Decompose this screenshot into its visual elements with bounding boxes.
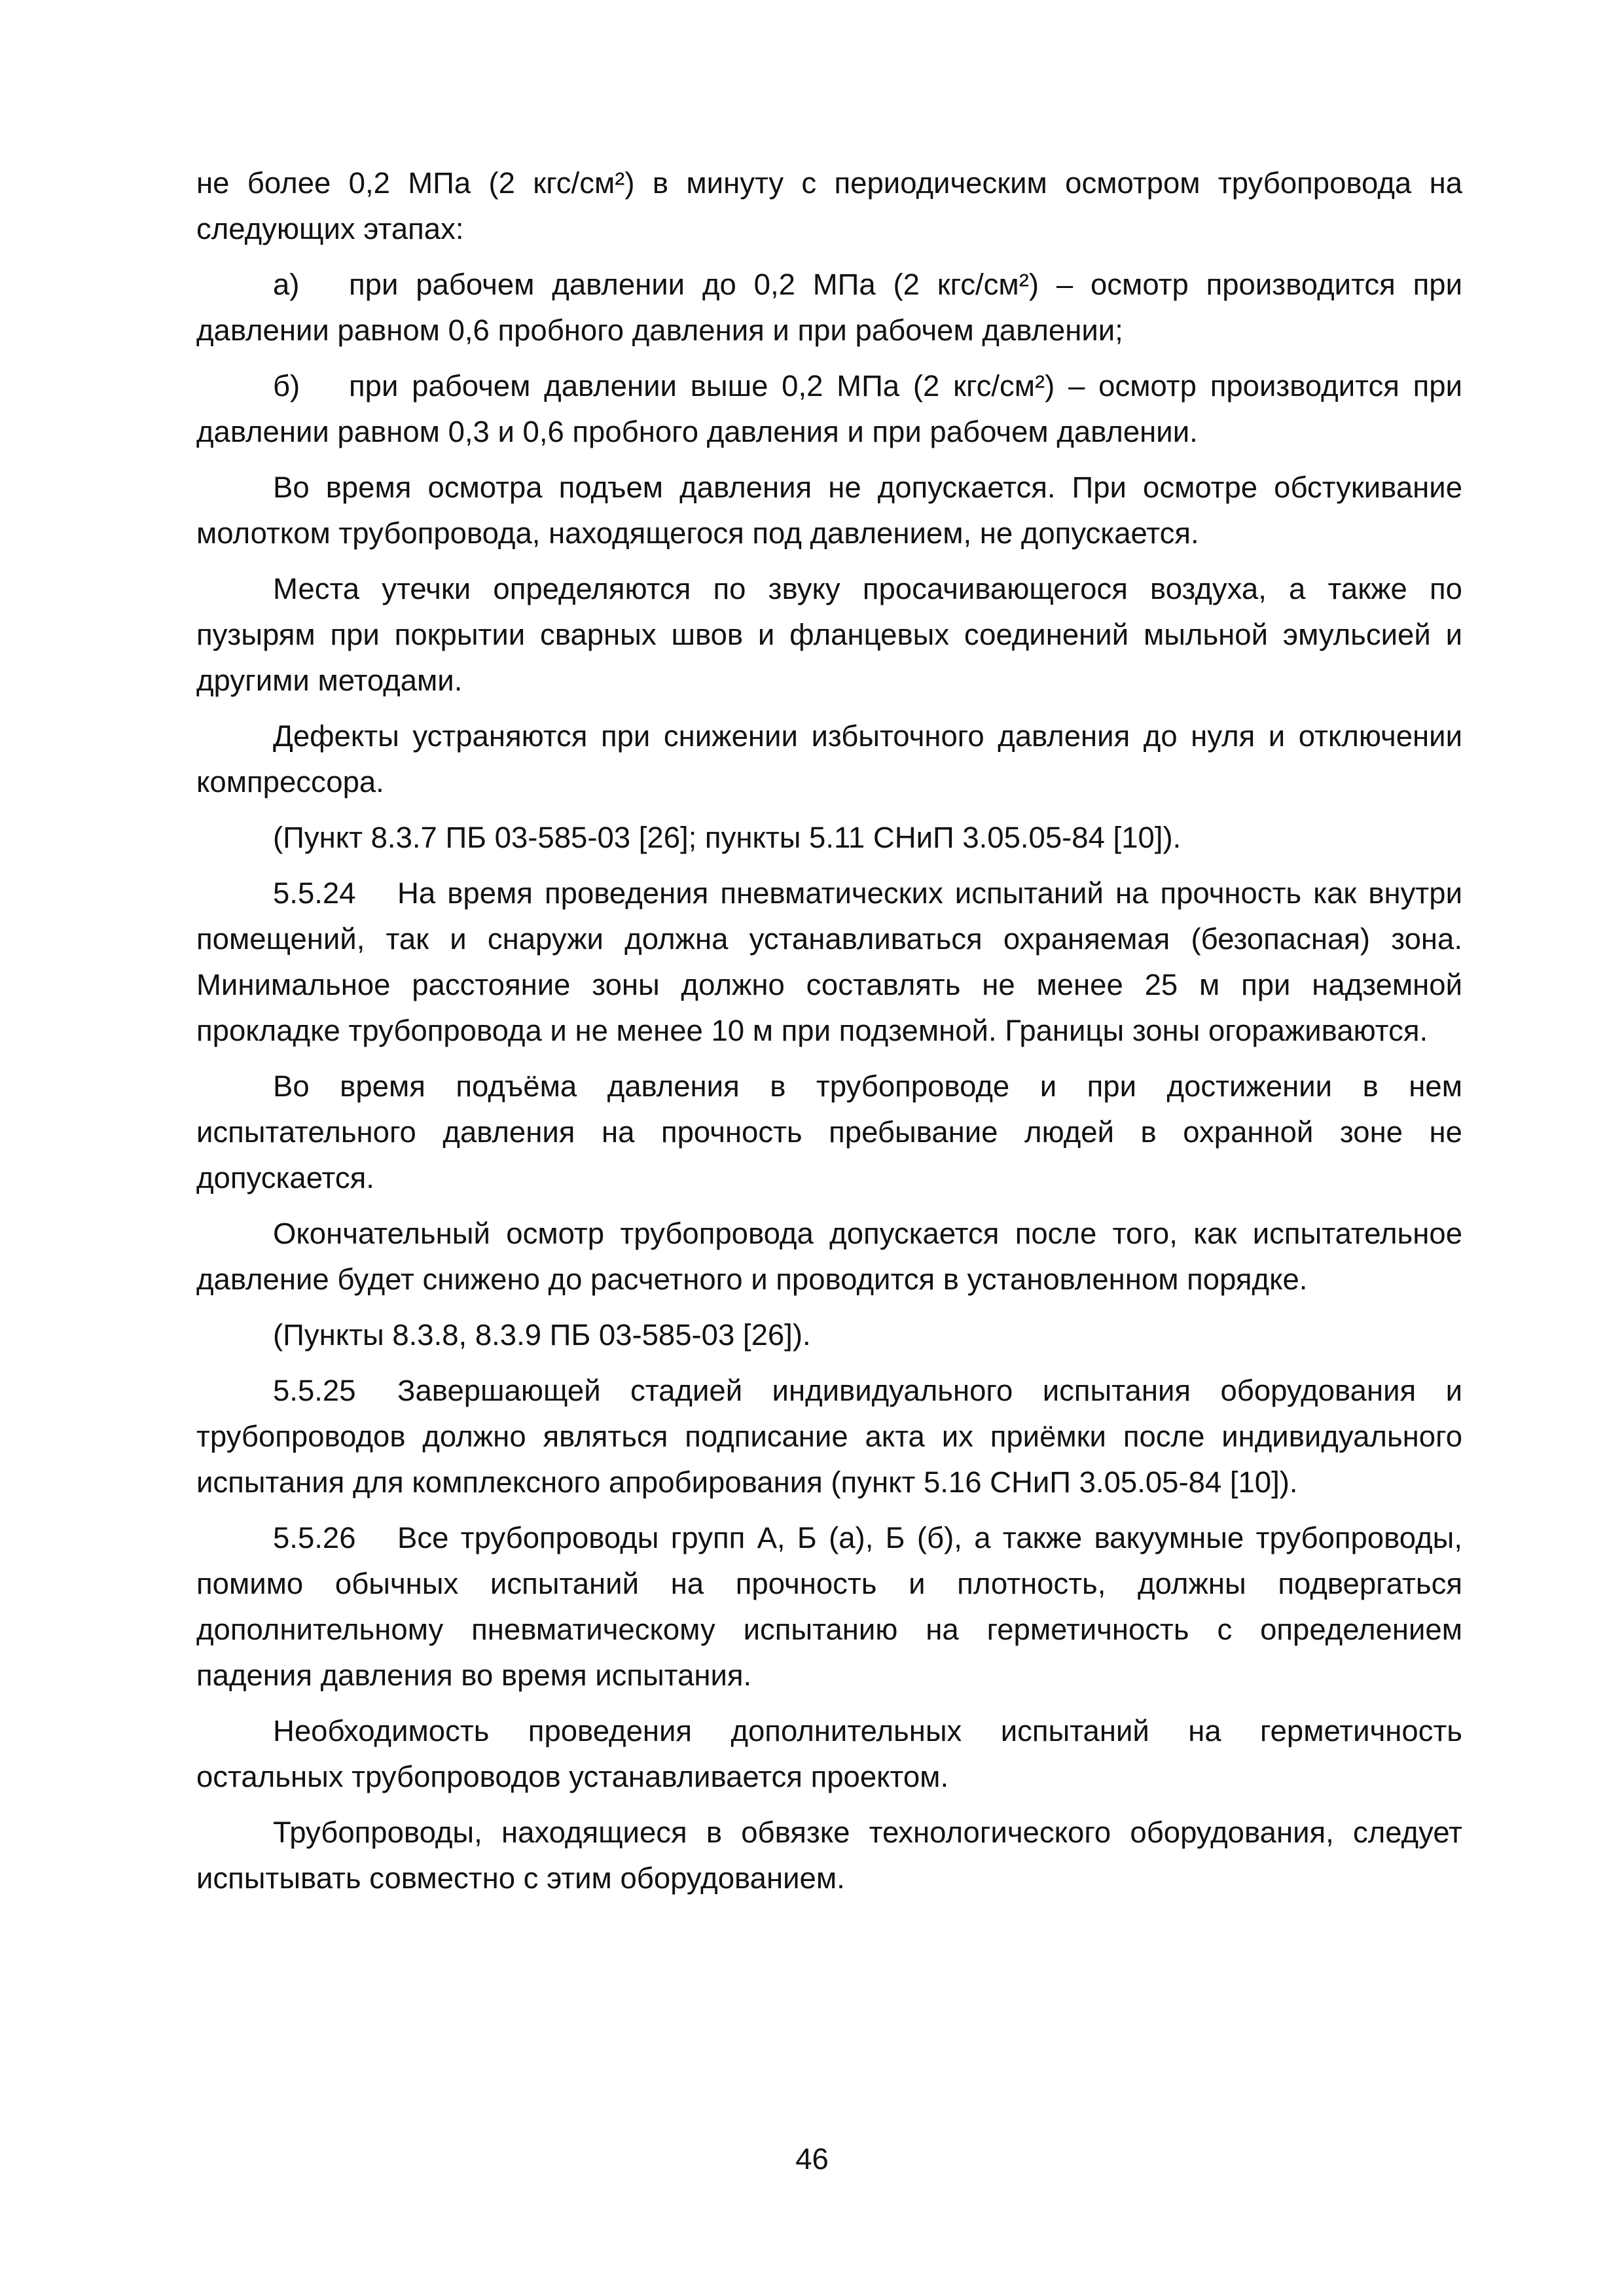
paragraph-continuation	[196, 160, 1462, 252]
page-body	[196, 160, 1462, 1911]
list-item-label: б)	[273, 369, 300, 403]
reference-paragraph	[196, 1312, 1462, 1358]
list-item-a	[196, 262, 1462, 353]
paragraph	[196, 1064, 1462, 1201]
paragraph	[196, 566, 1462, 704]
section-number: 5.5.26	[273, 1521, 356, 1554]
paragraph-text: Дефекты устраняются при снижении избыточного давления до нуля и отключении компрессора.	[196, 719, 1462, 798]
paragraph	[196, 1211, 1462, 1302]
paragraph-text: (Пункты 8.3.8, 8.3.9 ПБ 03-585-03 [26]).	[273, 1318, 811, 1352]
paragraph	[196, 465, 1462, 556]
paragraph	[196, 1708, 1462, 1800]
paragraph-text: На время проведения пневматических испытаний на прочность как внутри помещений, так и снаружи должна устанавливаться охраняемая (безопасная) зона. Минимальное расстояние зоны должно составлять не менее 25 м при надземной прокладке трубопровода и не менее 10 м при подземной. Границы зоны огораживаются.	[196, 876, 1462, 1047]
section-5-5-25	[196, 1368, 1462, 1505]
paragraph-text: Все трубопроводы групп А, Б (а), Б (б), а также вакуумные трубопроводы, помимо обычных испытаний на прочность и плотность, должны подвергаться дополнительному пневматическому испытанию на герметичность с определением падения давления во время испытания.	[196, 1521, 1462, 1692]
list-item-text: при рабочем давлении выше 0,2 МПа (2 кгс/см²) – осмотр производится при давлении равном 0,3 и 0,6 пробного давления и при рабочем давлении.	[196, 369, 1462, 448]
section-5-5-24	[196, 870, 1462, 1054]
section-number: 5.5.25	[273, 1374, 356, 1407]
page-number: 46	[795, 2142, 829, 2176]
paragraph-text: Места утечки определяются по звуку просачивающегося воздуха, а также по пузырям при покрытии сварных швов и фланцевых соединений мыльной эмульсией и другими методами.	[196, 572, 1462, 697]
paragraph	[196, 1810, 1462, 1901]
paragraph-text: не более 0,2 МПа (2 кгс/см²) в минуту с периодическим осмотром трубопровода на следующих этапах:	[196, 166, 1462, 245]
list-item-label: а)	[273, 268, 300, 301]
section-5-5-26	[196, 1515, 1462, 1698]
paragraph-text: Необходимость проведения дополнительных испытаний на герметичность остальных трубопроводов устанавливается проектом.	[196, 1714, 1462, 1793]
reference-paragraph	[196, 815, 1462, 861]
paragraph-text: Во время осмотра подъем давления не допускается. При осмотре обстукивание молотком трубопровода, находящегося под давлением, не допускается.	[196, 471, 1462, 550]
paragraph-text: Окончательный осмотр трубопровода допускается после того, как испытательное давление будет снижено до расчетного и проводится в установленном порядке.	[196, 1217, 1462, 1296]
paragraph-text: Во время подъёма давления в трубопроводе и при достижении в нем испытательного давления на прочность пребывание людей в охранной зоне не допускается.	[196, 1069, 1462, 1194]
paragraph-text: Трубопроводы, находящиеся в обвязке технологического оборудования, следует испытывать совместно с этим оборудованием.	[196, 1816, 1462, 1895]
list-item-text: при рабочем давлении до 0,2 МПа (2 кгс/см²) – осмотр производится при давлении равном 0,6 пробного давления и при рабочем давлении;	[196, 268, 1462, 347]
paragraph	[196, 713, 1462, 805]
paragraph-text: (Пункт 8.3.7 ПБ 03-585-03 [26]; пункты 5.11 СНиП 3.05.05-84 [10]).	[273, 821, 1182, 854]
section-number: 5.5.24	[273, 876, 356, 910]
list-item-b	[196, 363, 1462, 455]
paragraph-text: Завершающей стадией индивидуального испытания оборудования и трубопроводов должно являться подписание акта их приёмки после индивидуального испытания для комплексного апробирования (пункт 5.16 СНиП 3.05.05-84 [10]).	[196, 1374, 1462, 1499]
